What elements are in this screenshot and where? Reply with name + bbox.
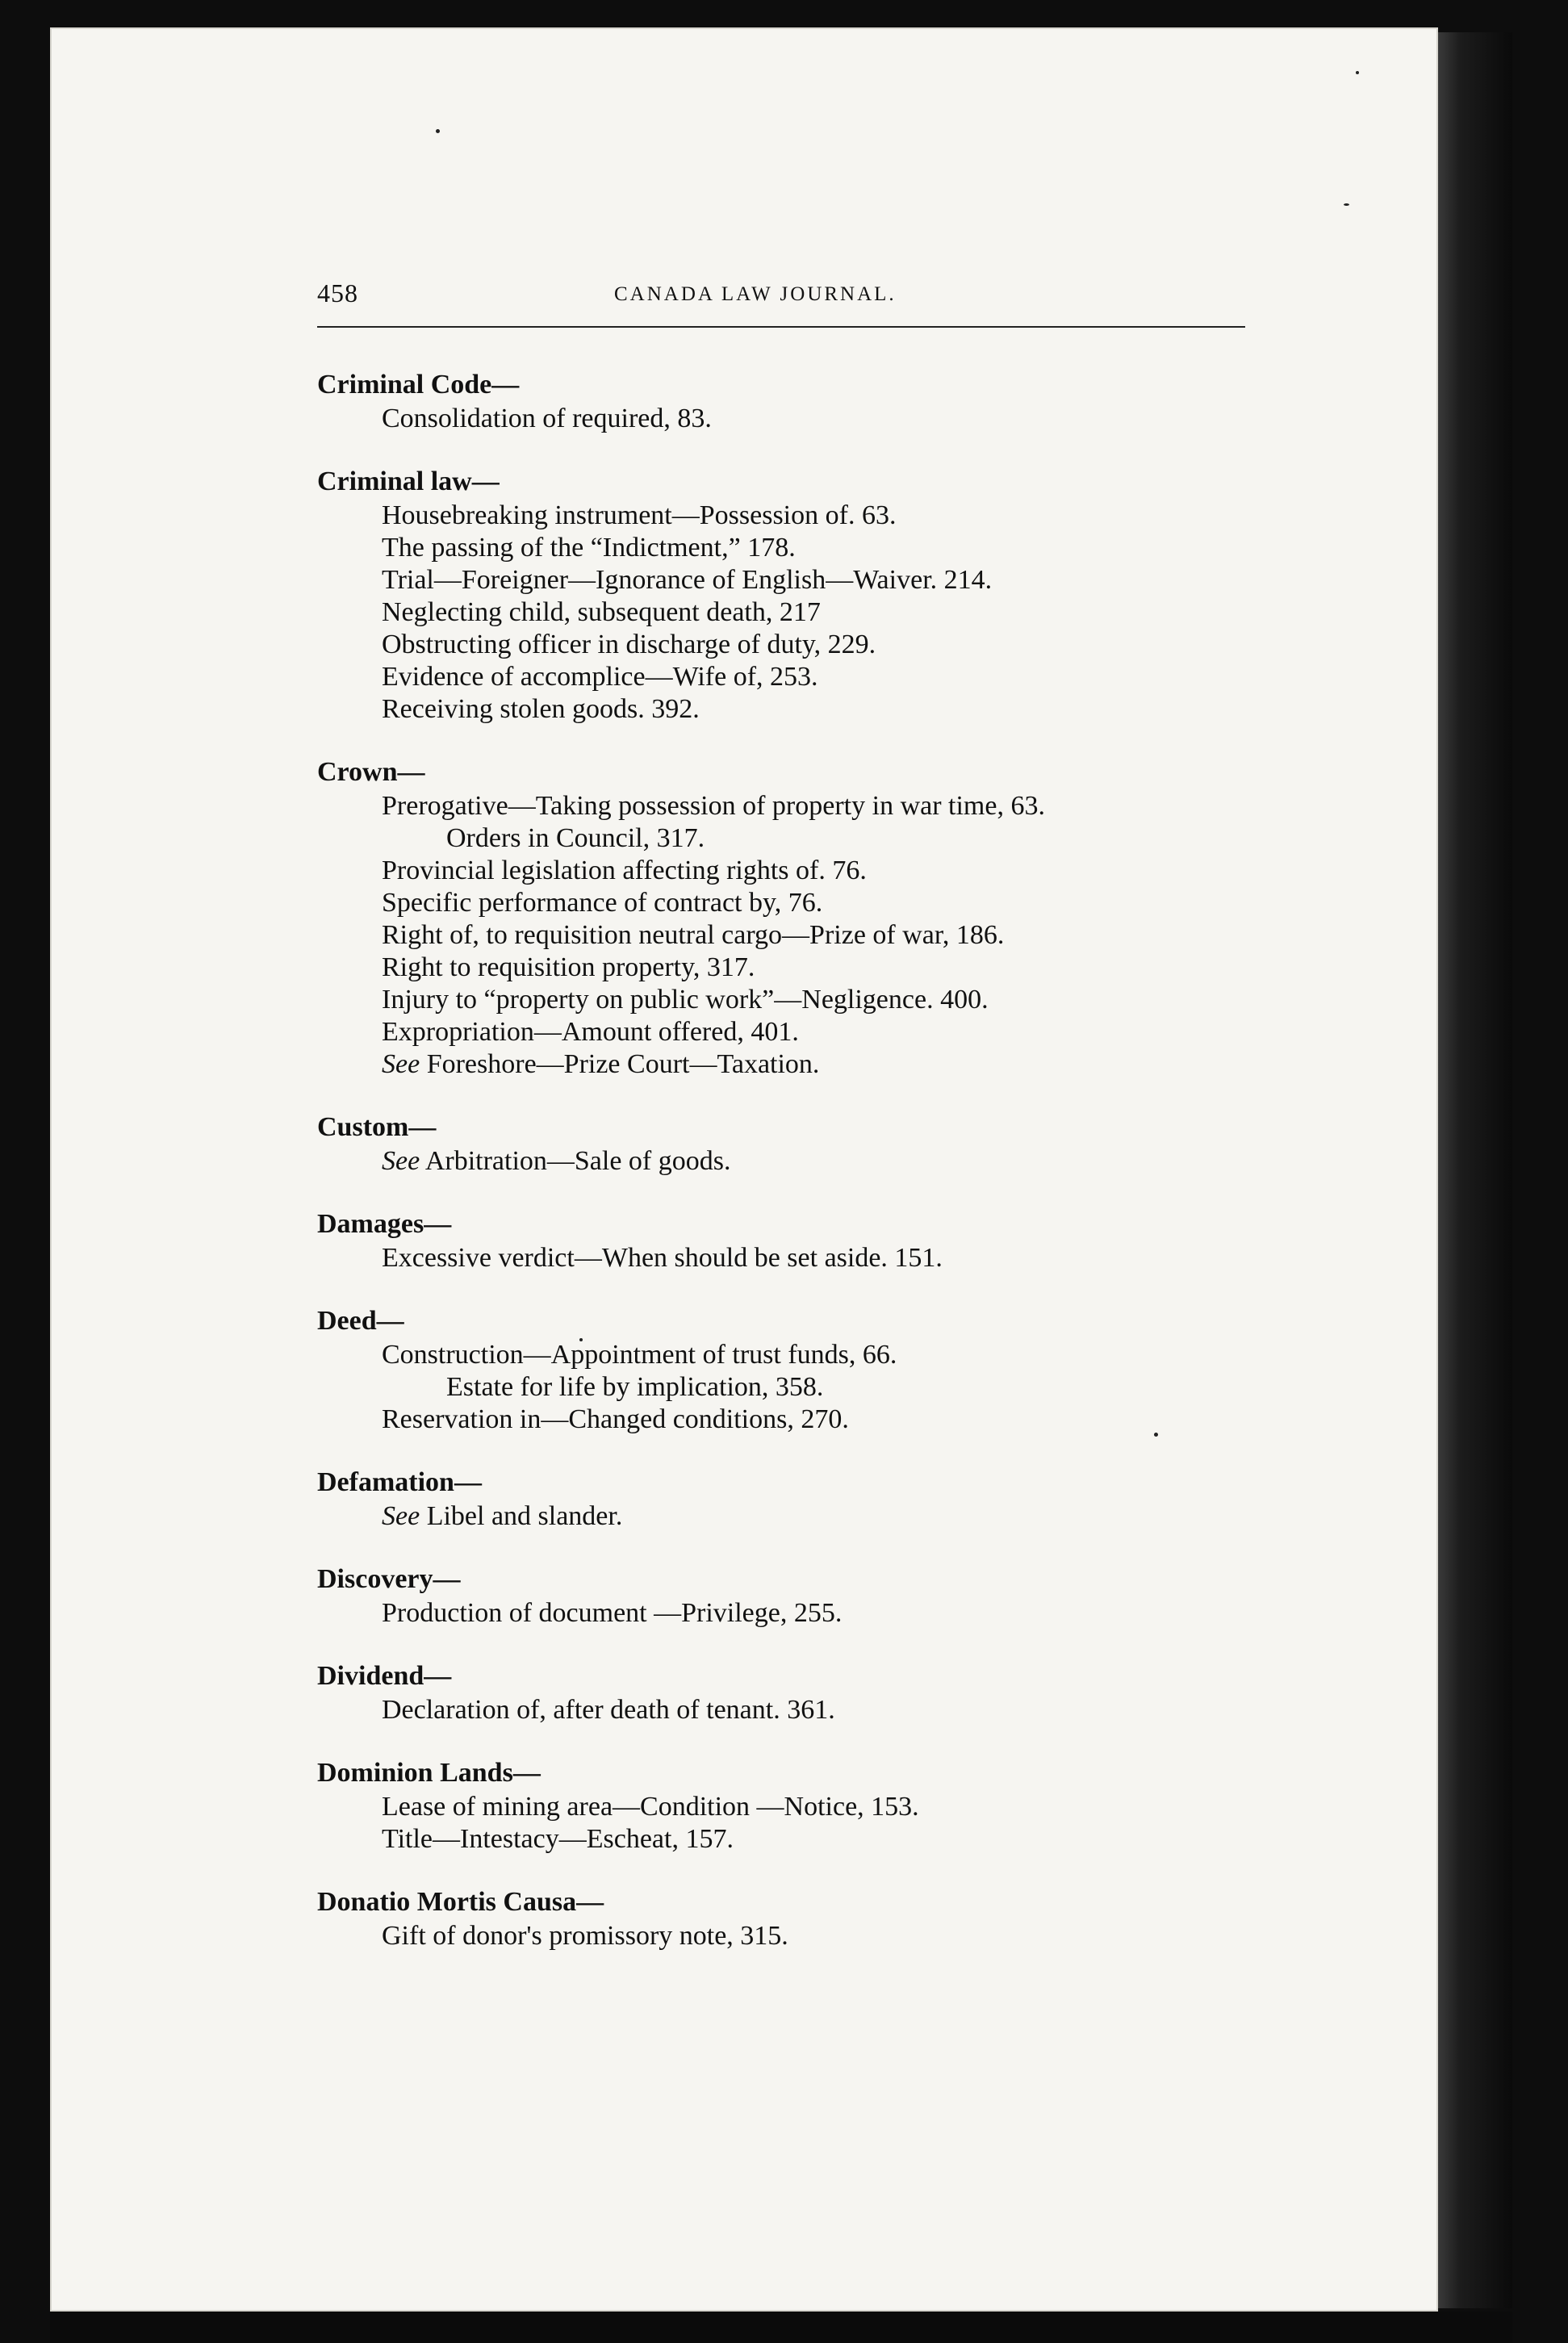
entry-heading: Custom— <box>317 1112 437 1142</box>
entry-line-text: Lease of mining area—Condition —Notice, 153. <box>382 1792 919 1822</box>
entry-line-text: Housebreaking instrument—Possession of. 63. <box>382 500 897 530</box>
index-entry <box>317 755 1286 1081</box>
see-reference-label: See <box>382 1501 420 1531</box>
entry-line-text: Trial—Foreigner—Ignorance of English—Waiver. 214. <box>382 565 993 595</box>
index-entry <box>317 464 1286 726</box>
entry-line <box>317 1242 1286 1274</box>
index-entry <box>317 1659 1286 1726</box>
entry-line <box>317 919 1286 952</box>
entry-heading: Dominion Lands— <box>317 1758 541 1788</box>
entry-line-text: Excessive verdict—When should be set aside. 151. <box>382 1243 943 1273</box>
entry-heading: Deed— <box>317 1306 404 1336</box>
entry-line-text: Right to requisition property, 317. <box>382 952 755 982</box>
entry-line <box>317 1823 1286 1856</box>
entry-heading: Donatio Mortis Causa— <box>317 1887 604 1917</box>
entry-heading: Criminal Code— <box>317 370 520 400</box>
entry-line-text: Arbitration—Sale of goods. <box>424 1146 731 1176</box>
entry-line <box>317 596 1286 629</box>
entry-line-text: Right of, to requisition neutral cargo—Prize of war, 186. <box>382 920 1005 950</box>
entry-heading: Damages— <box>317 1209 452 1239</box>
entry-line <box>317 532 1286 564</box>
entry-line-text: Gift of donor's promissory note, 315. <box>382 1921 788 1951</box>
entry-line-text: Declaration of, after death of tenant. 361. <box>382 1695 835 1725</box>
entry-line-text: Title—Intestacy—Escheat, 157. <box>382 1824 734 1854</box>
running-title: CANADA LAW JOURNAL. <box>614 283 897 305</box>
entry-line <box>317 693 1286 726</box>
entry-line-text: Prerogative—Taking possession of property in war time, 63. <box>382 791 1045 821</box>
entry-line-text: Injury to “property on public work”—Negligence. 400. <box>382 985 989 1015</box>
entry-line-text: Reservation in—Changed conditions, 270. <box>382 1404 849 1434</box>
entry-line <box>317 1597 1286 1630</box>
entry-line <box>317 887 1286 919</box>
entry-line-text: Obstructing officer in discharge of duty, 229. <box>382 630 876 659</box>
entry-line <box>317 1048 1286 1081</box>
entry-heading: Criminal law— <box>317 467 500 496</box>
index-entry <box>317 1465 1286 1533</box>
entry-line <box>317 1339 1286 1371</box>
entry-line <box>317 952 1286 984</box>
index-entry <box>317 1110 1286 1178</box>
entry-line <box>317 629 1286 661</box>
entry-line-text: Libel and slander. <box>426 1501 623 1531</box>
entry-line <box>317 500 1286 532</box>
entry-heading: Defamation— <box>317 1467 482 1497</box>
see-reference-label: See <box>382 1049 420 1079</box>
index-entries <box>317 367 1286 1981</box>
entry-line-text: Receiving stolen goods. 392. <box>382 694 700 724</box>
entry-line-text: Foreshore—Prize Court—Taxation. <box>426 1049 820 1079</box>
entry-line-text: Evidence of accomplice—Wife of, 253. <box>382 662 818 692</box>
see-reference-label: See <box>382 1146 420 1176</box>
entry-line <box>317 790 1286 822</box>
header-rule <box>317 326 1245 328</box>
index-entry <box>317 1562 1286 1630</box>
entry-line <box>317 1016 1286 1048</box>
entry-line-text: Estate for life by implication, 358. <box>446 1372 824 1402</box>
entry-heading: Dividend— <box>317 1661 452 1691</box>
page-header <box>317 278 1253 316</box>
entry-line <box>317 1791 1286 1823</box>
page-number: 458 <box>317 278 358 308</box>
entry-line-text: Production of document —Privilege, 255. <box>382 1598 843 1628</box>
entry-heading: Crown— <box>317 757 425 787</box>
entry-line <box>317 1500 1286 1533</box>
entry-line-text: Neglecting child, subsequent death, 217 <box>382 597 821 627</box>
entry-line <box>317 984 1286 1016</box>
entry-line <box>317 661 1286 693</box>
entry-line <box>317 1371 1286 1404</box>
index-entry <box>317 1885 1286 1952</box>
entry-line <box>317 855 1286 887</box>
entry-line <box>317 403 1286 435</box>
entry-line-text: The passing of the “Indictment,” 178. <box>382 533 796 563</box>
entry-line <box>317 1694 1286 1726</box>
entry-line <box>317 1145 1286 1178</box>
index-entry <box>317 1303 1286 1436</box>
index-entry <box>317 1207 1286 1274</box>
entry-line <box>317 1404 1286 1436</box>
entry-line-text: Provincial legislation affecting rights of. 76. <box>382 856 867 885</box>
index-entry <box>317 367 1286 435</box>
entry-line <box>317 564 1286 596</box>
index-entry <box>317 1755 1286 1856</box>
entry-heading: Discovery— <box>317 1564 461 1594</box>
entry-line-text: Orders in Council, 317. <box>446 823 705 853</box>
entry-line <box>317 822 1286 855</box>
entry-line-text: Specific performance of contract by, 76. <box>382 888 823 918</box>
entry-line-text: Consolidation of required, 83. <box>382 404 712 433</box>
entry-line <box>317 1920 1286 1952</box>
entry-line-text: Construction—Appointment of trust funds, 66. <box>382 1340 897 1370</box>
entry-line-text: Expropriation—Amount offered, 401. <box>382 1017 799 1047</box>
